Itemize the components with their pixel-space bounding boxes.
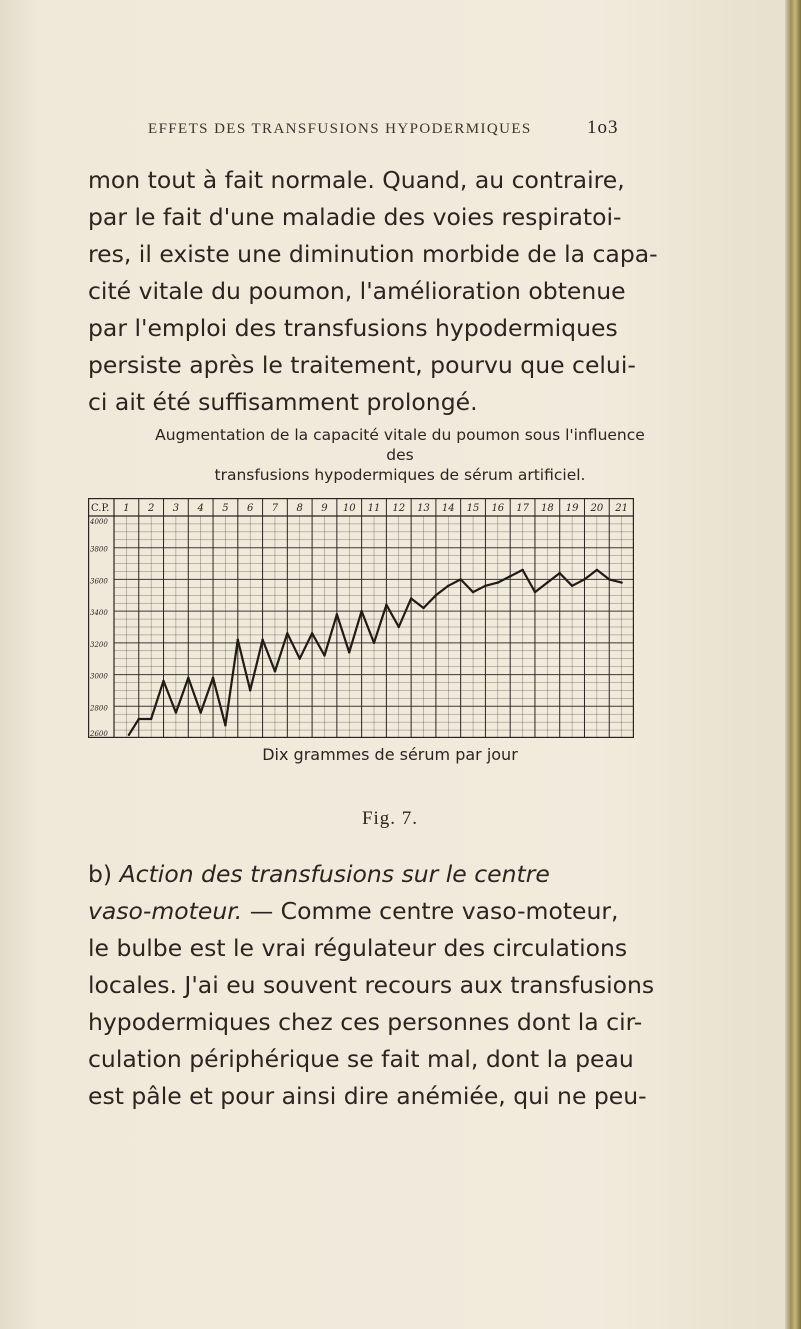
text-line: persiste après le traitement, pourvu que celui- — [88, 351, 636, 379]
data-point — [261, 638, 263, 640]
data-point — [175, 711, 177, 713]
data-point — [447, 585, 449, 587]
x-tick-label: 9 — [321, 503, 328, 514]
data-point — [348, 651, 350, 653]
y-tick-label: 3400 — [90, 609, 108, 618]
y-tick-label: 2600 — [90, 730, 108, 738]
corner-label: C.P. — [91, 503, 110, 514]
data-point — [199, 711, 201, 713]
data-point — [571, 585, 573, 587]
data-point — [596, 569, 598, 571]
data-point — [385, 604, 387, 606]
text-line: mon tout à fait normale. Quand, au contraire, — [88, 166, 625, 194]
data-point — [187, 677, 189, 679]
paragraph-2 — [88, 856, 688, 1115]
text-line: par l'emploi des transfusions hypodermiques — [88, 314, 618, 342]
y-tick-label: 3000 — [90, 672, 108, 681]
vital-capacity-chart — [88, 498, 634, 738]
text-line: par le fait d'une maladie des voies respiratoi- — [88, 203, 622, 231]
data-point — [398, 626, 400, 628]
data-point — [336, 613, 338, 615]
figure-title-line-1: Augmentation de la capacité vitale du poumon sous l'influence des — [155, 426, 645, 464]
data-point — [583, 578, 585, 580]
text-line: le bulbe est le vrai régulateur des circulations — [88, 934, 628, 962]
text-line-lead — [88, 856, 688, 893]
x-tick-label: 6 — [247, 503, 254, 514]
y-tick-label: 4000 — [90, 518, 108, 526]
data-point — [472, 591, 474, 593]
data-point — [546, 581, 548, 583]
data-point — [497, 581, 499, 583]
data-point — [534, 591, 536, 593]
text-line: culation périphérique se fait mal, dont la peau — [88, 1045, 634, 1073]
data-point — [212, 677, 214, 679]
data-point — [509, 575, 511, 577]
x-tick-label: 8 — [296, 503, 303, 514]
section-heading: Action des transfusions sur le centre — [119, 860, 550, 888]
y-tick-label: 3600 — [90, 577, 108, 586]
text-line: cité vitale du poumon, l'amélioration obtenue — [88, 277, 626, 305]
book-edge — [785, 0, 801, 1329]
text-line: res, il existe une diminution morbide de la capa- — [88, 240, 658, 268]
x-tick-label: 7 — [271, 503, 279, 514]
y-tick-label: 3800 — [90, 545, 108, 554]
page-number: 1o3 — [587, 117, 619, 138]
data-point — [138, 718, 140, 720]
data-point — [299, 658, 301, 660]
data-point — [484, 585, 486, 587]
section-marker: b) — [88, 860, 113, 888]
x-tick-label: 13 — [417, 503, 430, 514]
data-point — [274, 670, 276, 672]
figure-label: Fig. 7. — [361, 808, 419, 829]
data-point — [311, 632, 313, 634]
data-point — [323, 654, 325, 656]
x-tick-label: 10 — [342, 503, 356, 514]
data-point — [459, 578, 461, 580]
text-line: locales. J'ai eu souvent recours aux transfusions — [88, 971, 655, 999]
text-line: ci ait été suffisamment prolongé. — [88, 388, 478, 416]
data-point — [224, 724, 226, 726]
data-point — [286, 632, 288, 634]
data-point — [620, 581, 622, 583]
data-point — [249, 689, 251, 691]
paragraph-1 — [88, 162, 688, 421]
x-tick-label: 20 — [590, 503, 604, 514]
text-line: est pâle et pour ainsi dire anémiée, qui ne peu- — [88, 1082, 647, 1110]
text-line-lead-2 — [88, 893, 688, 930]
data-point — [410, 597, 412, 599]
x-tick-label: 5 — [222, 503, 229, 514]
data-point — [373, 642, 375, 644]
x-tick-label: 15 — [466, 503, 480, 514]
x-tick-label: 2 — [147, 503, 155, 514]
y-tick-label: 2800 — [90, 704, 108, 713]
data-line — [129, 570, 622, 735]
data-point — [237, 638, 239, 640]
x-tick-label: 11 — [367, 503, 381, 514]
figure-title — [140, 425, 660, 485]
text-fragment: — Comme centre vaso-moteur, — [242, 897, 619, 925]
x-tick-label: 19 — [565, 503, 579, 514]
x-tick-label: 14 — [441, 503, 455, 514]
data-point — [559, 572, 561, 574]
data-point — [608, 578, 610, 580]
x-tick-label: 17 — [516, 503, 529, 514]
data-point — [521, 569, 523, 571]
x-tick-label: 18 — [540, 503, 554, 514]
y-tick-label: 3200 — [90, 640, 108, 649]
section-heading-cont: vaso-moteur. — [88, 897, 243, 925]
data-point — [422, 607, 424, 609]
data-point — [360, 610, 362, 612]
figure-title-line-2: transfusions hypodermiques de sérum artificiel. — [214, 466, 586, 484]
chart-frame — [89, 499, 634, 738]
running-title: EFFETS DES TRANSFUSIONS HYPODERMIQUES — [148, 121, 532, 137]
x-tick-label: 12 — [392, 503, 406, 514]
x-tick-label: 16 — [491, 503, 505, 514]
x-tick-label: 4 — [197, 503, 204, 514]
x-tick-label: 1 — [123, 503, 130, 514]
text-line: hypodermiques chez ces personnes dont la cir- — [88, 1008, 643, 1036]
x-tick-label: 3 — [172, 503, 180, 514]
x-tick-label: 21 — [615, 503, 628, 514]
data-point — [128, 734, 130, 736]
data-point — [435, 594, 437, 596]
data-point — [150, 718, 152, 720]
chart-x-caption: Dix grammes de sérum par jour — [262, 745, 518, 764]
data-point — [162, 680, 164, 682]
